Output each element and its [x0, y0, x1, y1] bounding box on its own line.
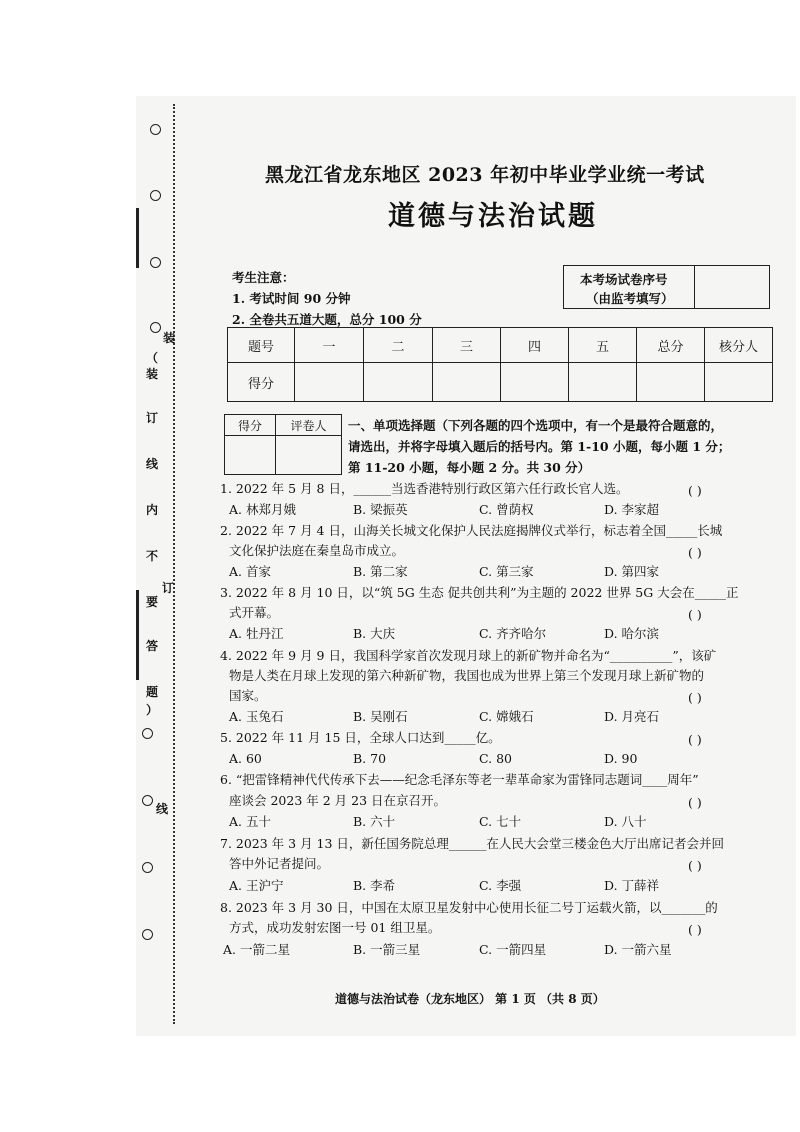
- score-cell[interactable]: [637, 363, 705, 402]
- seat-label-cell: [564, 266, 695, 308]
- binding-inner-char: 线: [146, 457, 159, 471]
- option-b: B. 六十: [353, 814, 396, 829]
- score-header: 四: [501, 328, 569, 363]
- option-c: C. 80: [479, 751, 512, 766]
- score-header: 三: [433, 328, 501, 363]
- option-b: B. 李希: [353, 878, 396, 893]
- binding-hole: [142, 795, 153, 806]
- binding-inner-char: 装: [146, 367, 159, 381]
- question-line: 式开幕。: [229, 605, 280, 620]
- question-line: 5. 2022 年 11 月 15 日，全球人口达到_____亿。: [220, 730, 501, 745]
- question-line: 国家。: [229, 688, 267, 703]
- binding-hole: [150, 190, 161, 201]
- grader-cell[interactable]: [225, 436, 276, 475]
- score-cell[interactable]: [705, 363, 773, 402]
- question-line: 4. 2022 年 9 月 9 日，我国科学家首次发现月球上的新矿物并命名为“__________”，该矿: [220, 648, 717, 663]
- seat-sublabel: （由监考填写）: [586, 291, 674, 306]
- answer-bracket[interactable]: ( ): [688, 607, 702, 622]
- answer-bracket[interactable]: ( ): [688, 483, 702, 498]
- option-b: B. 梁振英: [353, 502, 408, 517]
- exam-title: 黑龙江省龙东地区 2023 年初中毕业学业统一考试: [265, 164, 705, 186]
- score-header: 五: [569, 328, 637, 363]
- binding-hole: [142, 728, 153, 739]
- question-line: 8. 2023 年 3 月 30 日，中国在太原卫星发射中心使用长征二号丁运载火箭，以_______的: [220, 900, 718, 915]
- question-line: 7. 2023 年 3 月 13 日，新任国务院总理______在人民大会堂三楼金色大厅出席记者会并回: [220, 836, 724, 851]
- section-instructions: 第 11-20 小题，每小题 2 分。共 30 分）: [348, 460, 591, 475]
- question-line: 文化保护法庭在秦皇岛市成立。: [229, 543, 405, 558]
- notice-heading: 考生注意：: [232, 270, 295, 285]
- binding-char: 装: [163, 331, 176, 345]
- option-a: A. 林郑月娥: [229, 502, 296, 517]
- question-line: 2. 2022 年 7 月 4 日，山海关长城文化保护人民法庭揭牌仪式举行，标志着全国_____长城: [220, 523, 723, 538]
- option-d: D. 八十: [604, 814, 647, 829]
- option-c: C. 第三家: [479, 564, 534, 579]
- section-instructions: 请选出，并将字母填入题后的括号内。第 1-10 小题，每小题 1 分；: [348, 439, 731, 454]
- option-d: D. 90: [604, 751, 638, 766]
- question-line: 座谈会 2023 年 2 月 23 日在京召开。: [229, 793, 447, 808]
- option-c: C. 一箭四星: [479, 942, 547, 957]
- option-a: A. 王沪宁: [229, 878, 284, 893]
- score-header: 总分: [637, 328, 705, 363]
- binding-hole: [142, 929, 153, 940]
- grader-table: [224, 414, 342, 475]
- option-c: C. 嫦娥石: [479, 709, 534, 724]
- grader-header: 评卷人: [276, 415, 342, 436]
- option-a: A. 牡丹江: [229, 626, 284, 641]
- option-d: D. 李家超: [604, 502, 660, 517]
- option-a: A. 一箭二星: [223, 942, 290, 957]
- binding-inner-char: （: [146, 351, 159, 365]
- score-cell[interactable]: [433, 363, 501, 402]
- answer-bracket[interactable]: ( ): [688, 795, 702, 810]
- score-cell[interactable]: [295, 363, 364, 402]
- binding-inner-char: 题: [146, 685, 159, 699]
- score-cell[interactable]: [569, 363, 637, 402]
- score-header: 核分人: [705, 328, 773, 363]
- binding-inner-char: 不: [146, 549, 159, 563]
- binding-hole: [150, 257, 161, 268]
- binding-char: 订: [162, 581, 175, 595]
- binding-inner-char: 订: [146, 411, 159, 425]
- binding-hole: [142, 862, 153, 873]
- answer-bracket[interactable]: ( ): [688, 858, 702, 873]
- option-b: B. 第二家: [353, 564, 408, 579]
- answer-bracket[interactable]: ( ): [688, 690, 702, 705]
- option-b: B. 70: [353, 751, 387, 766]
- option-d: D. 哈尔滨: [604, 626, 660, 641]
- score-table: [227, 327, 773, 402]
- score-row-label: 得分: [228, 363, 295, 402]
- option-c: C. 李强: [479, 878, 522, 893]
- option-a: A. 60: [229, 751, 262, 766]
- section-instructions: 一、单项选择题（下列各题的四个选项中，有一个是最符合题意的，: [348, 418, 724, 433]
- score-cell[interactable]: [501, 363, 569, 402]
- seat-number-box: [563, 265, 770, 309]
- binding-hole: [150, 322, 161, 333]
- subject-title: 道德与法治试题: [388, 201, 598, 232]
- answer-bracket[interactable]: ( ): [688, 922, 702, 937]
- page-footer: 道德与法治试卷（龙东地区） 第 1 页 （共 8 页）: [335, 992, 605, 1006]
- notice-item: 1. 考试时间 90 分钟: [232, 291, 351, 306]
- option-b: B. 大庆: [353, 626, 396, 641]
- option-d: D. 月亮石: [604, 709, 660, 724]
- question-line: 方式，成功发射宏图一号 01 组卫星。: [229, 920, 441, 935]
- question-line: 1. 2022 年 5 月 8 日，______当选香港特别行政区第六任行政长官人选。: [220, 481, 629, 496]
- option-d: D. 一箭六星: [604, 942, 672, 957]
- binding-inner-char: ）: [146, 703, 159, 717]
- option-a: A. 首家: [229, 564, 271, 579]
- notice-item: 2. 全卷共五道大题，总分 100 分: [232, 312, 422, 327]
- option-b: B. 一箭三星: [353, 942, 421, 957]
- option-a: A. 玉兔石: [229, 709, 284, 724]
- margin-bar: [136, 590, 139, 680]
- question-line: 物是人类在月球上发现的第六种新矿物，我国也成为世界上第三个发现月球上新矿物的: [229, 668, 705, 683]
- binding-hole: [150, 124, 161, 135]
- binding-inner-char: 答: [146, 639, 159, 653]
- score-cell[interactable]: [364, 363, 433, 402]
- score-header: 题号: [228, 328, 295, 363]
- option-a: A. 五十: [229, 814, 271, 829]
- option-c: C. 齐齐哈尔: [479, 626, 547, 641]
- binding-inner-char: 要: [146, 595, 159, 609]
- binding-char: 线: [156, 802, 169, 816]
- binding-dotted-line: [173, 104, 175, 1024]
- option-c: C. 七十: [479, 814, 522, 829]
- grader-header: 得分: [225, 415, 276, 436]
- option-b: B. 吴刚石: [353, 709, 408, 724]
- grader-cell[interactable]: [276, 436, 342, 475]
- question-line: 3. 2022 年 8 月 10 日，以“筑 5G 生态 促共创共利”为主题的 2022 世界 5G 大会在_____正: [220, 585, 739, 600]
- option-d: D. 第四家: [604, 564, 660, 579]
- option-c: C. 曾荫权: [479, 502, 534, 517]
- score-header: 二: [364, 328, 433, 363]
- margin-bar: [136, 208, 139, 268]
- question-line: 6. “把雷锋精神代代传承下去——纪念毛泽东等老一辈革命家为雷锋同志题词____周年”: [220, 772, 699, 787]
- answer-bracket[interactable]: ( ): [688, 732, 702, 747]
- option-d: D. 丁薛祥: [604, 878, 660, 893]
- question-line: 答中外记者提问。: [229, 856, 330, 871]
- binding-inner-char: 内: [146, 503, 159, 517]
- seat-label: 本考场试卷序号: [580, 272, 668, 287]
- score-header: 一: [295, 328, 364, 363]
- answer-bracket[interactable]: ( ): [688, 545, 702, 560]
